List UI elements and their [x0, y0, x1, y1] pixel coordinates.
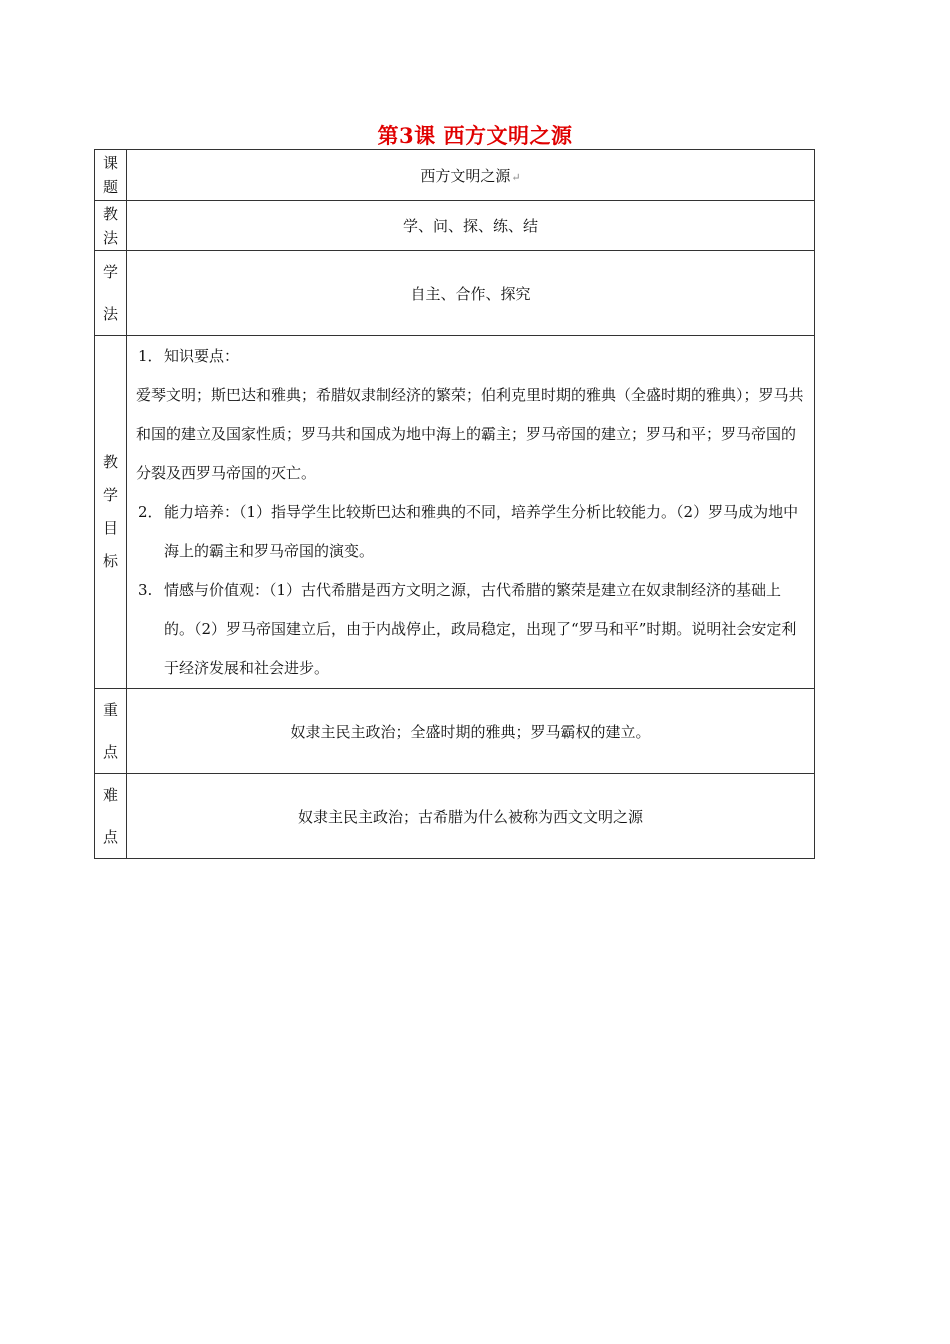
objectives-cell: [127, 336, 815, 689]
objectives-row: [95, 336, 815, 689]
difficulties-text: 奴隶主民主政治；古希腊为什么被称为西文文明之源: [127, 774, 815, 859]
lesson-plan-table: [94, 149, 815, 859]
teaching-method-text: 学、问、探、练、结: [127, 201, 815, 251]
study-method-label: 学 法: [95, 251, 127, 336]
objectives-label: 教 学 目 标: [95, 336, 127, 689]
objective-heading: 知识要点：: [164, 346, 240, 365]
topic-cell: [127, 150, 815, 201]
objective-text: 爱琴文明；斯巴达和雅典；希腊奴隶制经济的繁荣；伯利克里时期的雅典（全盛时期的雅典）；罗马共和国的建立及国家性质；罗马共和国成为地中海上的霸主；罗马帝国的建立；罗马和平；罗马帝国的分裂及西罗马帝国的灭亡。: [136, 385, 804, 482]
objective-item-knowledge: 1． 知识要点： 爱琴文明；斯巴达和雅典；希腊奴隶制经济的繁荣；伯利克里时期的雅典（全盛时期的雅典）；罗马共和国的建立及国家性质；罗马共和国成为地中海上的霸主；罗马帝国的建立；罗马和平；罗马帝国的分裂及西罗马帝国的灭亡。: [136, 337, 806, 493]
topic-label: 课 题: [95, 150, 127, 201]
key-points-row: [95, 689, 815, 774]
objective-item-values: 3. 情感与价值观：（1）古代希腊是西方文明之源，古代希腊的繁荣是建立在奴隶制经济的基础上的。（2）罗马帝国建立后，由于内战停止，政局稳定，出现了“罗马和平”时期。说明社会安定利于经济发展和社会进步。: [136, 571, 806, 688]
topic-row: [95, 150, 815, 201]
difficulties-label: 难 点: [95, 774, 127, 859]
study-method-row: [95, 251, 815, 336]
objective-text: 情感与价值观：（1）古代希腊是西方文明之源，古代希腊的繁荣是建立在奴隶制经济的基础上的。（2）罗马帝国建立后，由于内战停止，政局稳定，出现了“罗马和平”时期。说明社会安定利于经济发展和社会进步。: [164, 580, 797, 677]
study-method-text: 自主、合作、探究: [127, 251, 815, 336]
key-points-text: 奴隶主民主政治；全盛时期的雅典；罗马霸权的建立。: [127, 689, 815, 774]
difficulties-row: [95, 774, 815, 859]
objective-item-ability: 2． 能力培养：（1）指导学生比较斯巴达和雅典的不同，培养学生分析比较能力。（2）罗马成为地中海上的霸主和罗马帝国的演变。: [136, 493, 806, 571]
key-points-label: 重 点: [95, 689, 127, 774]
objectives-list: [127, 337, 814, 688]
paragraph-mark-icon: ↵: [511, 170, 521, 184]
objective-text: 能力培养：（1）指导学生比较斯巴达和雅典的不同，培养学生分析比较能力。（2）罗马成为地中海上的霸主和罗马帝国的演变。: [164, 502, 799, 560]
teaching-method-label: 教 法: [95, 201, 127, 251]
page-title: 第3课 西方文明之源: [377, 123, 573, 148]
topic-text: 西方文明之源: [420, 166, 511, 185]
teaching-method-row: [95, 201, 815, 251]
